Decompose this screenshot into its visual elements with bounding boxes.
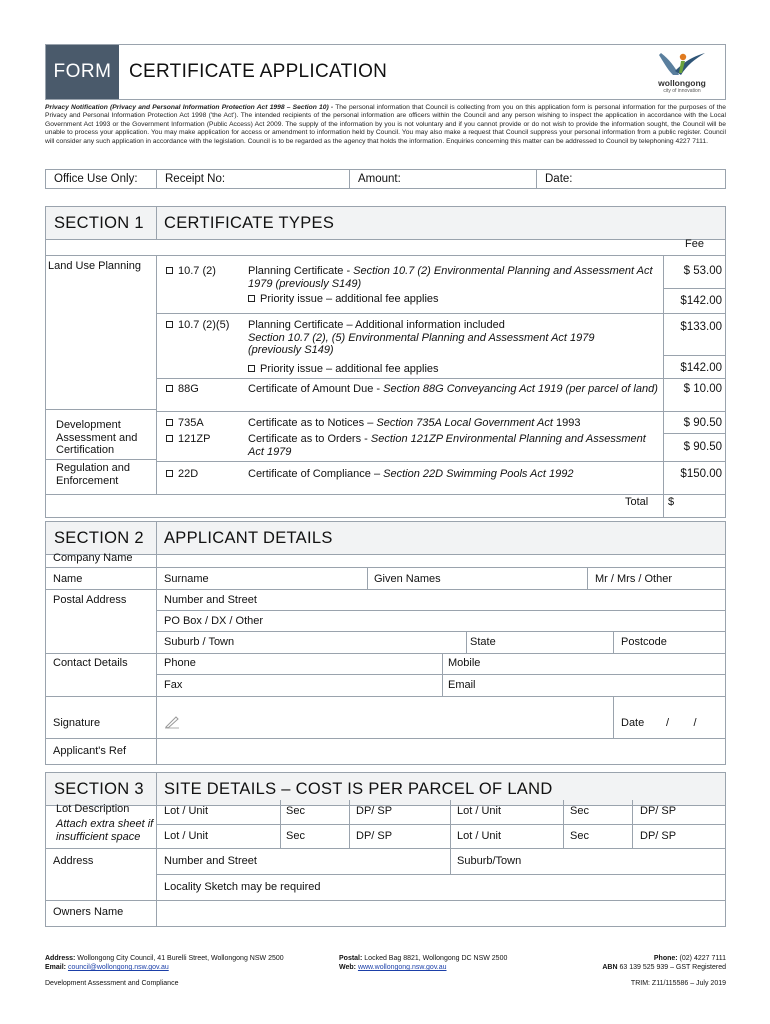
- fee-priority-2: $142.00: [680, 362, 722, 374]
- fee-header: Fee: [685, 238, 704, 250]
- section1-header: [45, 206, 726, 240]
- amount-field[interactable]: Amount:: [350, 170, 537, 188]
- checkbox-icon[interactable]: [248, 295, 255, 302]
- logo-name: wollongong: [658, 77, 706, 88]
- cert-desc-10-7-2-5: Planning Certificate – Additional information included Section 10.7 (2), (5) Environmental Planning and Assessment Act 1979 (previously S149): [248, 319, 595, 356]
- footer-department: Development Assessment and Compliance: [45, 980, 179, 987]
- state-field[interactable]: State: [470, 636, 496, 648]
- section3-title: SITE DETAILS – COST IS PER PARCEL OF LAND: [164, 779, 553, 798]
- section2-title: APPLICANT DETAILS: [164, 528, 333, 547]
- office-use-row: [45, 169, 726, 189]
- section1-number: SECTION 1: [46, 207, 157, 239]
- email-link[interactable]: council@wollongong.nsw.gov.au: [67, 964, 169, 971]
- dp-sp-1[interactable]: DP/ SP: [356, 805, 393, 817]
- council-logo-icon: [655, 51, 709, 77]
- fee-priority-1: $142.00: [680, 295, 722, 307]
- fax-field[interactable]: Fax: [164, 679, 183, 691]
- section2-number: SECTION 2: [46, 522, 157, 554]
- fee-88g: $ 10.00: [683, 383, 722, 395]
- applicant-table: [45, 555, 726, 765]
- lot-unit-3[interactable]: Lot / Unit: [164, 830, 209, 842]
- lot-unit-1[interactable]: Lot / Unit: [164, 805, 209, 817]
- signature-pen-icon[interactable]: [164, 715, 184, 734]
- po-box-field[interactable]: PO Box / DX / Other: [164, 615, 264, 627]
- footer-trim: TRIM: Z11/115586 – July 2019: [630, 980, 726, 987]
- checkbox-icon[interactable]: [166, 419, 173, 426]
- section3-number: SECTION 3: [46, 773, 157, 805]
- fee-121zp: $ 90.50: [683, 441, 722, 453]
- signature-date-field[interactable]: / /: [666, 717, 697, 729]
- privacy-notification: [45, 104, 726, 146]
- postcode-field[interactable]: Postcode: [621, 636, 667, 648]
- contact-details-label: Contact Details: [53, 657, 128, 669]
- sec-2[interactable]: Sec: [570, 805, 589, 817]
- applicant-ref-label: Applicant's Ref: [53, 745, 127, 757]
- logo-tagline: city of innovation: [663, 87, 701, 94]
- category-regulation: Regulation and Enforcement: [56, 462, 131, 487]
- cert-desc-22d: Certificate of Compliance – Section 22D Swimming Pools Act 1992: [248, 468, 574, 480]
- name-label: Name: [53, 573, 83, 585]
- category-land-use: Land Use Planning: [48, 260, 141, 272]
- cert-desc-88g: Certificate of Amount Due - Section 88G Conveyancing Act 1919 (per parcel of land): [248, 383, 658, 395]
- fee-22d: $150.00: [680, 468, 722, 480]
- footer-postal: Postal: Locked Bag 8821, Wollongong DC NSW 2500 Web: www.wollongong.nsw.gov.au: [339, 955, 508, 971]
- dp-sp-4[interactable]: DP/ SP: [640, 830, 677, 842]
- priority-option-1[interactable]: Priority issue – additional fee applies: [248, 293, 439, 305]
- office-use-label: Office Use Only:: [46, 170, 157, 188]
- council-logo: [645, 45, 725, 99]
- fee-735a: $ 90.50: [683, 417, 722, 429]
- cert-option-88g[interactable]: 88G: [166, 383, 199, 395]
- category-development: Development Assessment and Certification: [56, 419, 138, 456]
- postal-street-field[interactable]: Number and Street: [164, 594, 257, 606]
- suburb-field[interactable]: Suburb / Town: [164, 636, 235, 648]
- total-field[interactable]: $: [668, 496, 675, 508]
- signature-label: Signature: [53, 717, 101, 729]
- section1-title: CERTIFICATE TYPES: [164, 213, 335, 232]
- site-suburb-field[interactable]: Suburb/Town: [457, 855, 522, 867]
- total-label: Total: [625, 496, 649, 508]
- privacy-body: The personal information that Council is collecting from you on this application form is personal information for the purposes of the Privacy and Personal Information Protection Act 1998 ('the Act'). The intended recipients of the personal information are officers within the Council and any person wishing to inspect the application in accordance with the Local Government Act 1993 or the Government Information (Public Access) Act 2009. The supply of the information by you is not voluntary and if you cannot provide or do not wish to provide the information sought, the Council will be unable to process your application. You may make application for access or amendment to information held by Council. You may also make a request that Council suppress your personal information from a public register. Council will consider any such application in accordance with the legislation. Council is to be regarded as the agency that holds the information. Enquiries concerning this matter can be addressed to Council by telephoning 4227 7111.: [45, 104, 726, 145]
- cert-desc-10-7-2: Planning Certificate - Section 10.7 (2) Environmental Planning and Assessment Act 1979 (previously S149): [248, 265, 653, 290]
- cert-option-22d[interactable]: 22D: [166, 468, 198, 480]
- sec-4[interactable]: Sec: [570, 830, 589, 842]
- cert-option-735a[interactable]: 735A: [166, 417, 204, 429]
- priority-option-2[interactable]: Priority issue – additional fee applies: [248, 363, 439, 375]
- web-link[interactable]: www.wollongong.nsw.gov.au: [357, 964, 447, 971]
- footer-phone: Phone: (02) 4227 7111 ABN 63 139 525 939 – GST Registered: [602, 955, 726, 971]
- date-field[interactable]: Date:: [545, 173, 573, 185]
- checkbox-icon[interactable]: [166, 435, 173, 442]
- lot-unit-2[interactable]: Lot / Unit: [457, 805, 502, 817]
- cert-option-10-7-2-5[interactable]: 10.7 (2)(5): [166, 319, 229, 331]
- lot-description-label: Lot Description: [56, 803, 130, 815]
- company-name-label: Company Name: [53, 552, 133, 564]
- mobile-field[interactable]: Mobile: [448, 657, 481, 669]
- signature-date-label: Date: [621, 717, 645, 729]
- site-street-field[interactable]: Number and Street: [164, 855, 257, 867]
- locality-sketch-note: Locality Sketch may be required: [164, 881, 321, 893]
- cert-desc-121zp: Certificate as to Orders - Section 121ZP Environmental Planning and Assessment Act 1979: [248, 433, 646, 458]
- phone-field[interactable]: Phone: [164, 657, 196, 669]
- postal-address-label: Postal Address: [53, 594, 127, 606]
- cert-option-10-7-2[interactable]: 10.7 (2): [166, 265, 216, 277]
- fee-10-7-2: $ 53.00: [683, 265, 722, 277]
- section2-header: [45, 521, 726, 555]
- title-field[interactable]: Mr / Mrs / Other: [595, 573, 672, 585]
- lot-unit-4[interactable]: Lot / Unit: [457, 830, 502, 842]
- page-title: CERTIFICATE APPLICATION: [129, 61, 388, 82]
- form-label: FORM: [46, 45, 119, 99]
- cert-option-121zp[interactable]: 121ZP: [166, 433, 210, 445]
- checkbox-icon[interactable]: [166, 321, 173, 328]
- receipt-field[interactable]: Receipt No:: [157, 170, 350, 188]
- checkbox-icon[interactable]: [248, 365, 255, 372]
- cert-desc-735a: Certificate as to Notices – Section 735A Local Government Act 1993: [248, 417, 581, 429]
- owners-name-label: Owners Name: [53, 906, 124, 918]
- checkbox-icon[interactable]: [166, 470, 173, 477]
- email-field[interactable]: Email: [448, 679, 476, 691]
- dp-sp-3[interactable]: DP/ SP: [356, 830, 393, 842]
- surname-field[interactable]: Surname: [164, 573, 209, 585]
- dp-sp-2[interactable]: DP/ SP: [640, 805, 677, 817]
- address-label: Address: [53, 855, 94, 867]
- checkbox-icon[interactable]: [166, 385, 173, 392]
- given-names-field[interactable]: Given Names: [374, 573, 441, 585]
- form-header: [45, 44, 726, 100]
- attach-sheet-note: Attach extra sheet if insufficient space: [56, 818, 154, 843]
- footer-address: Address: Wollongong City Council, 41 Burelli Street, Wollongong NSW 2500 Email: council@wollongong.nsw.gov.au: [45, 955, 284, 971]
- checkbox-icon[interactable]: [166, 267, 173, 274]
- privacy-heading: Privacy Notification (Privacy and Personal Information Protection Act 1998 – Section 10) -: [45, 104, 334, 111]
- sec-3[interactable]: Sec: [286, 830, 305, 842]
- fee-10-7-2-5: $133.00: [680, 321, 722, 333]
- sec-1[interactable]: Sec: [286, 805, 305, 817]
